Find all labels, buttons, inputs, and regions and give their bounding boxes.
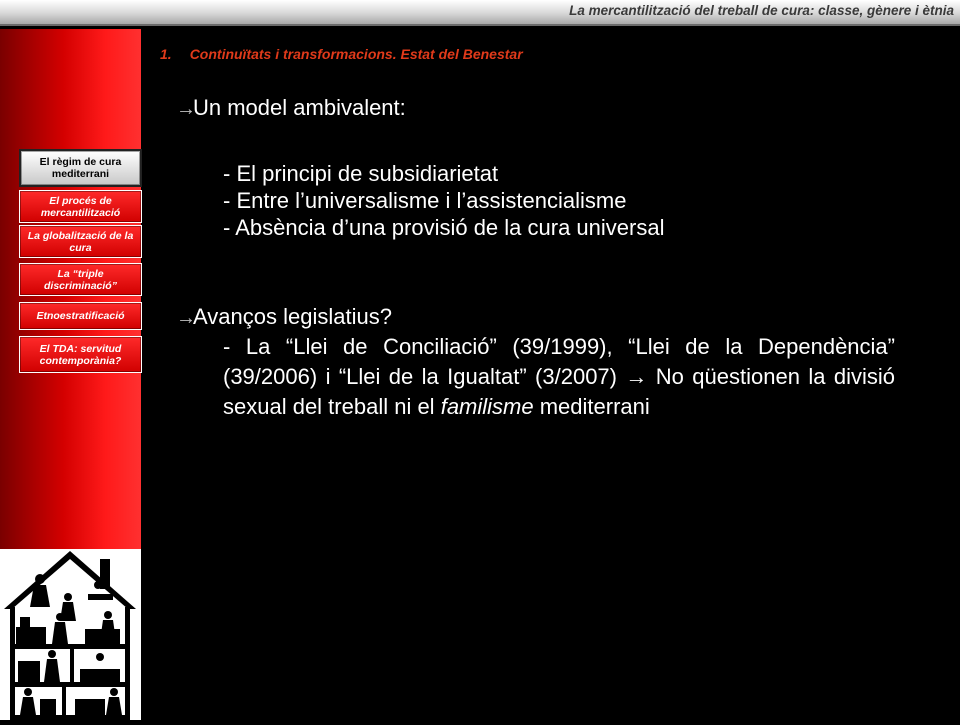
paragraph-text-conclusion: No qüestionen la divisió sexual del treball ni el [223,364,895,419]
slide-content [176,94,896,422]
bullet-heading: Avanços legislatius? [193,304,392,329]
bullet-heading: Un model ambivalent: [193,95,406,120]
house-silhouette-icon [0,549,141,720]
top-header-bar [0,0,960,26]
bullet-avancos-legislatius [176,303,896,332]
list-item: - Entre l’universalisme i l’assistencialisme [223,188,627,213]
bullet-model-ambivalent [176,94,896,123]
section-number: 1. [160,46,172,62]
nav-item-regim-cura[interactable]: El règim de cura mediterrani [19,149,142,187]
legislation-paragraph [223,332,895,422]
nav-item-globalitzacio-cura[interactable]: La globalització de la cura [19,225,142,258]
nav-item-tda-servitud[interactable]: El TDA: servitud contemporània? [19,336,142,373]
paragraph-text-end: mediterrani [539,394,650,419]
nav-item-triple-discriminacio[interactable]: La “triple discriminació” [19,263,142,296]
paragraph-text: - La “Llei de Conciliació” (39/1999), “Llei de la Dependència” (39/2006) i “Llei de la Igualtat” (3/2007) [223,334,895,389]
nav-item-proces-mercantilitzacio[interactable]: El procés de mercantilització [19,190,142,223]
arrow-right-icon: → [625,364,648,389]
section-title-text: Continuïtats i transformacions. Estat del Benestar [189,46,523,62]
arrow-right-icon: → [176,307,196,329]
list-item: - El principi de subsidiarietat [223,161,499,186]
arrow-right-icon: → [176,98,196,120]
presentation-title: La mercantilització del treball de cura: classe, gènere i ètnia [569,3,954,18]
list-item: - Absència d’una provisió de la cura universal [223,215,665,240]
section-heading [160,46,523,62]
sidebar [0,29,141,549]
emphasis-text: familisme [440,394,534,419]
house-illustration [0,549,141,720]
nav-item-etnoestratificacio[interactable]: Etnoestratificació [19,302,142,330]
